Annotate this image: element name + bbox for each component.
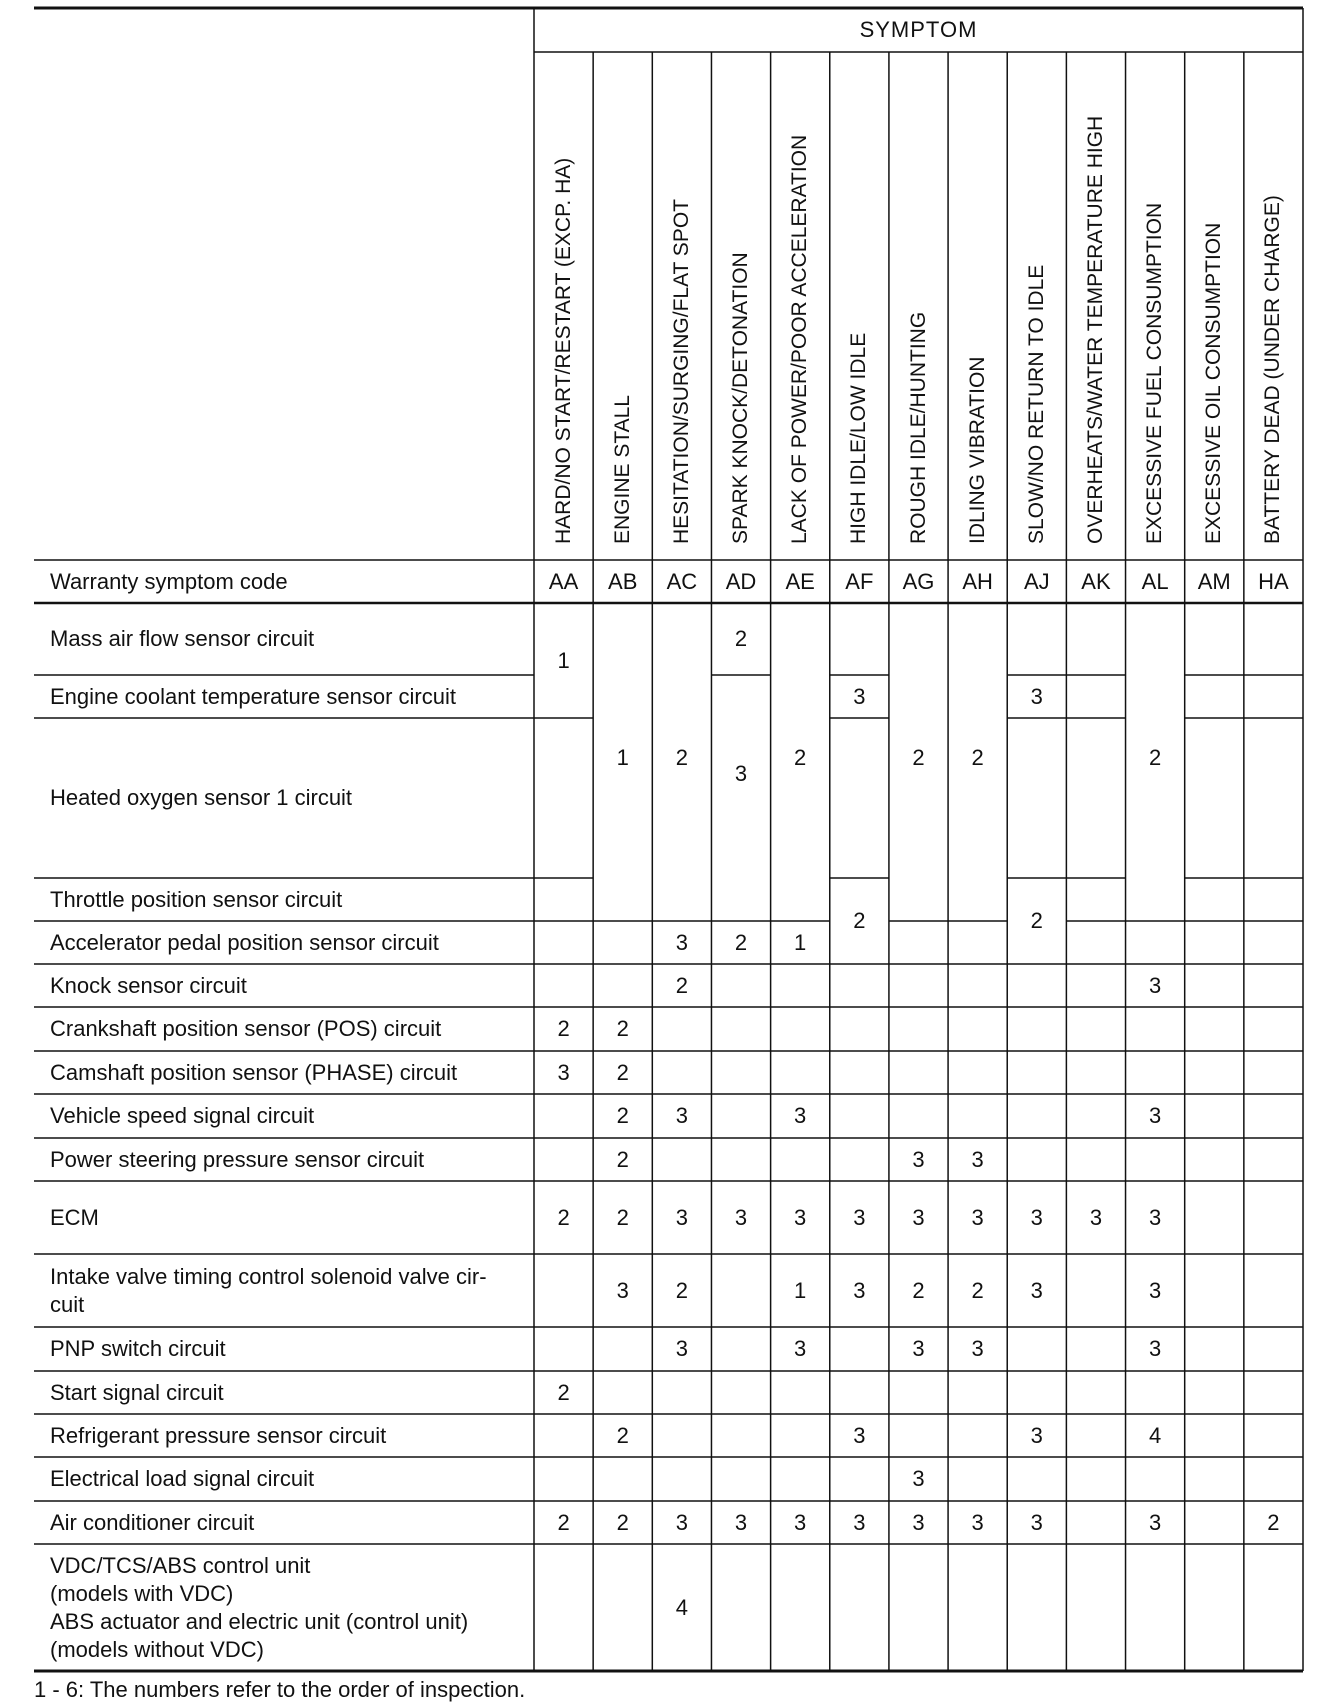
inspection-order-value: 3 bbox=[853, 683, 866, 709]
symptom-code: AD bbox=[725, 568, 757, 594]
inspection-order-value: 3 bbox=[912, 1336, 925, 1361]
row-label: PNP switch circuit bbox=[50, 1336, 226, 1361]
inspection-order-value: 3 bbox=[971, 1204, 984, 1230]
inspection-order-value: 2 bbox=[971, 1277, 984, 1303]
inspection-order-value: 3 bbox=[794, 1336, 807, 1361]
inspection-order-value: 2 bbox=[1267, 1509, 1280, 1535]
inspection-order-value: 3 bbox=[794, 1204, 807, 1230]
inspection-order-value: 1 bbox=[616, 745, 629, 770]
column-header: EXCESSIVE OIL CONSUMPTION bbox=[1202, 222, 1226, 544]
inspection-order-value: 3 bbox=[971, 1336, 984, 1361]
inspection-order-value: 3 bbox=[971, 1146, 984, 1172]
inspection-order-value: 3 bbox=[912, 1146, 925, 1172]
inspection-order-value: 3 bbox=[1148, 1277, 1162, 1303]
inspection-order-value: 3 bbox=[734, 1509, 748, 1535]
row-label: Accelerator pedal position sensor circuit bbox=[50, 929, 439, 955]
inspection-order-value: 1 bbox=[794, 1277, 807, 1303]
row-label: Engine coolant temperature sensor circuit bbox=[50, 683, 456, 709]
inspection-order-value: 1 bbox=[794, 929, 807, 955]
inspection-order-value: 3 bbox=[853, 1277, 866, 1303]
row-label: Crankshaft position sensor (POS) circuit bbox=[50, 1016, 442, 1041]
inspection-order-value: 3 bbox=[1030, 1277, 1043, 1303]
inspection-order-value: 2 bbox=[971, 745, 984, 770]
column-header: ENGINE STALL bbox=[610, 395, 634, 544]
row-label: Start signal circuit bbox=[50, 1379, 224, 1405]
symptom-code: AM bbox=[1197, 568, 1231, 594]
inspection-order-value: 3 bbox=[1148, 1509, 1162, 1535]
inspection-order-value: 2 bbox=[853, 908, 866, 933]
row-label: Mass air flow sensor circuit bbox=[50, 626, 315, 651]
symptom-code: AB bbox=[608, 568, 638, 594]
inspection-order-value: 2 bbox=[675, 1277, 688, 1303]
inspection-order-value: 2 bbox=[557, 1204, 570, 1230]
inspection-order-value: 2 bbox=[675, 745, 688, 770]
row-label: Refrigerant pressure sensor circuit bbox=[50, 1422, 387, 1448]
inspection-order-value: 1 bbox=[557, 647, 570, 673]
inspection-order-value: 3 bbox=[912, 1204, 925, 1230]
inspection-order-value: 2 bbox=[734, 929, 748, 955]
inspection-order-value: 3 bbox=[912, 1466, 925, 1491]
inspection-order-value: 2 bbox=[616, 1422, 629, 1448]
column-header: OVERHEATS/WATER TEMPERATURE HIGH bbox=[1083, 115, 1107, 544]
column-header: SLOW/NO RETURN TO IDLE bbox=[1024, 264, 1048, 544]
symptom-code: AH bbox=[962, 568, 993, 594]
symptom-code: HA bbox=[1258, 568, 1289, 594]
symptom-code: AL bbox=[1141, 568, 1169, 594]
row-label: Electrical load signal circuit bbox=[50, 1466, 315, 1491]
inspection-order-value: 3 bbox=[912, 1509, 925, 1535]
row-label: Camshaft position sensor (PHASE) circuit bbox=[50, 1059, 458, 1085]
symptom-code: AC bbox=[666, 568, 698, 594]
column-header: EXCESSIVE FUEL CONSUMPTION bbox=[1143, 202, 1167, 544]
inspection-order-value: 2 bbox=[557, 1016, 570, 1041]
inspection-order-value: 2 bbox=[557, 1509, 570, 1535]
inspection-order-value: 2 bbox=[912, 745, 925, 770]
inspection-order-value: 3 bbox=[557, 1059, 570, 1085]
inspection-order-value: 3 bbox=[1030, 1509, 1043, 1535]
inspection-order-value: 2 bbox=[912, 1277, 925, 1303]
column-header: LACK OF POWER/POOR ACCELERATION bbox=[788, 134, 812, 544]
inspection-order-value: 3 bbox=[853, 1509, 866, 1535]
inspection-order-value: 3 bbox=[675, 1336, 688, 1361]
symptom-code: AE bbox=[785, 568, 815, 594]
inspection-order-value: 2 bbox=[616, 1016, 629, 1041]
column-header: IDLING VIBRATION bbox=[965, 356, 989, 544]
inspection-order-value: 3 bbox=[1148, 1336, 1162, 1361]
inspection-order-value: 3 bbox=[1148, 1103, 1162, 1128]
inspection-order-value: 4 bbox=[1148, 1422, 1162, 1448]
row-label: VDC/TCS/ABS control unit (models with VDC) ABS actuator and electric unit (control unit) (models without VDC) bbox=[50, 1552, 469, 1662]
inspection-order-value: 3 bbox=[734, 761, 748, 786]
inspection-order-value: 3 bbox=[616, 1277, 629, 1303]
inspection-order-value: 2 bbox=[616, 1204, 629, 1230]
row-label: Intake valve timing control solenoid valve cir- cuit bbox=[50, 1263, 487, 1317]
row-label: ECM bbox=[50, 1204, 99, 1230]
inspection-order-value: 3 bbox=[853, 1422, 866, 1448]
inspection-order-value: 3 bbox=[675, 929, 688, 955]
inspection-order-value: 3 bbox=[1030, 1422, 1043, 1448]
inspection-order-value: 2 bbox=[557, 1379, 570, 1405]
row-label: Vehicle speed signal circuit bbox=[50, 1103, 315, 1128]
inspection-order-value: 2 bbox=[734, 626, 748, 651]
symptom-code: AF bbox=[845, 568, 874, 594]
inspection-order-value: 3 bbox=[1030, 1204, 1043, 1230]
row-label: Throttle position sensor circuit bbox=[50, 886, 343, 912]
inspection-order-value: 2 bbox=[616, 1059, 629, 1085]
inspection-order-value: 3 bbox=[971, 1509, 984, 1535]
symptom-code: AA bbox=[548, 568, 579, 594]
inspection-order-value: 3 bbox=[794, 1103, 807, 1128]
inspection-order-value: 2 bbox=[616, 1146, 629, 1172]
symptom-group-header: SYMPTOM bbox=[859, 17, 978, 42]
column-header: ROUGH IDLE/HUNTING bbox=[906, 311, 930, 544]
row-label: Heated oxygen sensor 1 circuit bbox=[50, 785, 353, 810]
inspection-order-value: 4 bbox=[675, 1594, 688, 1620]
inspection-order-value: 2 bbox=[616, 1103, 629, 1128]
inspection-order-value: 3 bbox=[1148, 1204, 1162, 1230]
inspection-order-value: 3 bbox=[675, 1103, 688, 1128]
inspection-order-value: 3 bbox=[734, 1204, 748, 1230]
inspection-order-value: 2 bbox=[1148, 745, 1162, 770]
row-label: Air conditioner circuit bbox=[50, 1509, 255, 1535]
row-label: Power steering pressure sensor circuit bbox=[50, 1146, 425, 1172]
column-header: HESITATION/SURGING/FLAT SPOT bbox=[669, 199, 693, 544]
inspection-order-value: 3 bbox=[675, 1204, 688, 1230]
footnote: 1 - 6: The numbers refer to the order of inspection. bbox=[34, 1677, 526, 1702]
symptom-code: AK bbox=[1081, 568, 1111, 594]
symptom-code: AJ bbox=[1023, 568, 1050, 594]
inspection-order-value: 2 bbox=[675, 972, 688, 998]
column-header: SPARK KNOCK/DETONATION bbox=[729, 252, 753, 544]
inspection-order-value: 3 bbox=[675, 1509, 688, 1535]
column-header: BATTERY DEAD (UNDER CHARGE) bbox=[1261, 195, 1285, 544]
column-header: HIGH IDLE/LOW IDLE bbox=[847, 332, 871, 544]
inspection-order-value: 2 bbox=[616, 1509, 629, 1535]
inspection-order-value: 2 bbox=[1030, 908, 1043, 933]
column-header: HARD/NO START/RESTART (EXCP. HA) bbox=[551, 157, 575, 544]
inspection-order-value: 3 bbox=[853, 1204, 866, 1230]
inspection-order-value: 3 bbox=[1030, 683, 1043, 709]
inspection-order-value: 2 bbox=[794, 745, 807, 770]
inspection-order-value: 3 bbox=[794, 1509, 807, 1535]
inspection-order-value: 3 bbox=[1089, 1204, 1103, 1230]
symptom-code: AG bbox=[902, 568, 935, 594]
inspection-order-value: 3 bbox=[1148, 972, 1162, 998]
code-row-label: Warranty symptom code bbox=[50, 568, 288, 594]
row-label: Knock sensor circuit bbox=[50, 972, 247, 998]
